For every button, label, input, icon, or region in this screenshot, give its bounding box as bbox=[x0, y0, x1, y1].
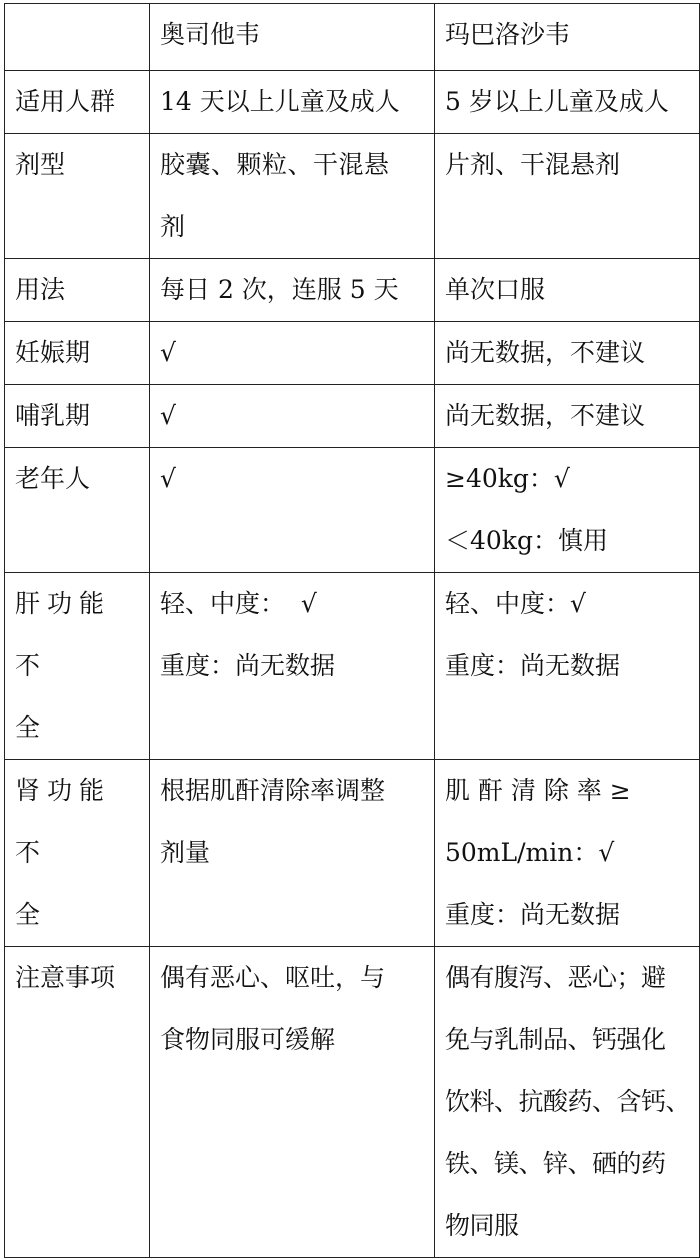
check-mark: √ bbox=[160, 464, 176, 493]
check-mark: √ bbox=[160, 338, 176, 367]
row-label: 肝功能不 全 bbox=[5, 573, 150, 760]
row-label: 注意事项 bbox=[5, 947, 150, 1258]
oseltamivir-cell bbox=[150, 385, 435, 448]
table-row bbox=[5, 259, 700, 322]
table-row bbox=[5, 71, 700, 134]
table-row bbox=[5, 947, 700, 1258]
table-row bbox=[5, 134, 700, 259]
oseltamivir-cell: 根据肌酐清除率调整 剂量 bbox=[150, 760, 435, 947]
baloxavir-cell: 尚无数据，不建议 bbox=[435, 385, 700, 448]
oseltamivir-cell: 14 天以上儿童及成人 bbox=[150, 71, 435, 134]
row-label: 肾功能不 全 bbox=[5, 760, 150, 947]
header-oseltamivir: 奥司他韦 bbox=[150, 4, 435, 71]
baloxavir-cell: 片剂、干混悬剂 bbox=[435, 134, 700, 259]
header-corner-cell bbox=[5, 4, 150, 71]
table-row bbox=[5, 573, 700, 760]
check-mark: √ bbox=[160, 401, 176, 430]
table-row bbox=[5, 322, 700, 385]
row-label: 妊娠期 bbox=[5, 322, 150, 385]
table-row bbox=[5, 760, 700, 947]
header-baloxavir: 玛巴洛沙韦 bbox=[435, 4, 700, 71]
baloxavir-cell: 轻、中度：√ 重度：尚无数据 bbox=[435, 573, 700, 760]
oseltamivir-cell: 偶有恶心、呕吐，与 食物同服可缓解 bbox=[150, 947, 435, 1258]
oseltamivir-cell bbox=[150, 322, 435, 385]
table-row bbox=[5, 385, 700, 448]
row-label: 老年人 bbox=[5, 448, 150, 573]
baloxavir-cell: 偶有腹泻、恶心；避 免与乳制品、钙强化 饮料、抗酸药、含钙、 铁、镁、锌、硒的药 物同服 bbox=[435, 947, 700, 1258]
baloxavir-cell: 单次口服 bbox=[435, 259, 700, 322]
baloxavir-cell: 肌 酐 清 除 率 ≥ 50mL/min：√ 重度：尚无数据 bbox=[435, 760, 700, 947]
oseltamivir-cell: 每日 2 次，连服 5 天 bbox=[150, 259, 435, 322]
oseltamivir-cell: 胶囊、颗粒、干混悬 剂 bbox=[150, 134, 435, 259]
baloxavir-cell: 尚无数据，不建议 bbox=[435, 322, 700, 385]
table-row bbox=[5, 448, 700, 573]
row-label: 哺乳期 bbox=[5, 385, 150, 448]
row-label: 用法 bbox=[5, 259, 150, 322]
oseltamivir-cell: 轻、中度： √ 重度：尚无数据 bbox=[150, 573, 435, 760]
header-row bbox=[5, 4, 700, 71]
baloxavir-cell: ≥40kg：√ ＜40kg：慎用 bbox=[435, 448, 700, 573]
row-label: 剂型 bbox=[5, 134, 150, 259]
baloxavir-cell: 5 岁以上儿童及成人 bbox=[435, 71, 700, 134]
row-label: 适用人群 bbox=[5, 71, 150, 134]
drug-comparison-table bbox=[4, 3, 700, 1258]
oseltamivir-cell bbox=[150, 448, 435, 573]
